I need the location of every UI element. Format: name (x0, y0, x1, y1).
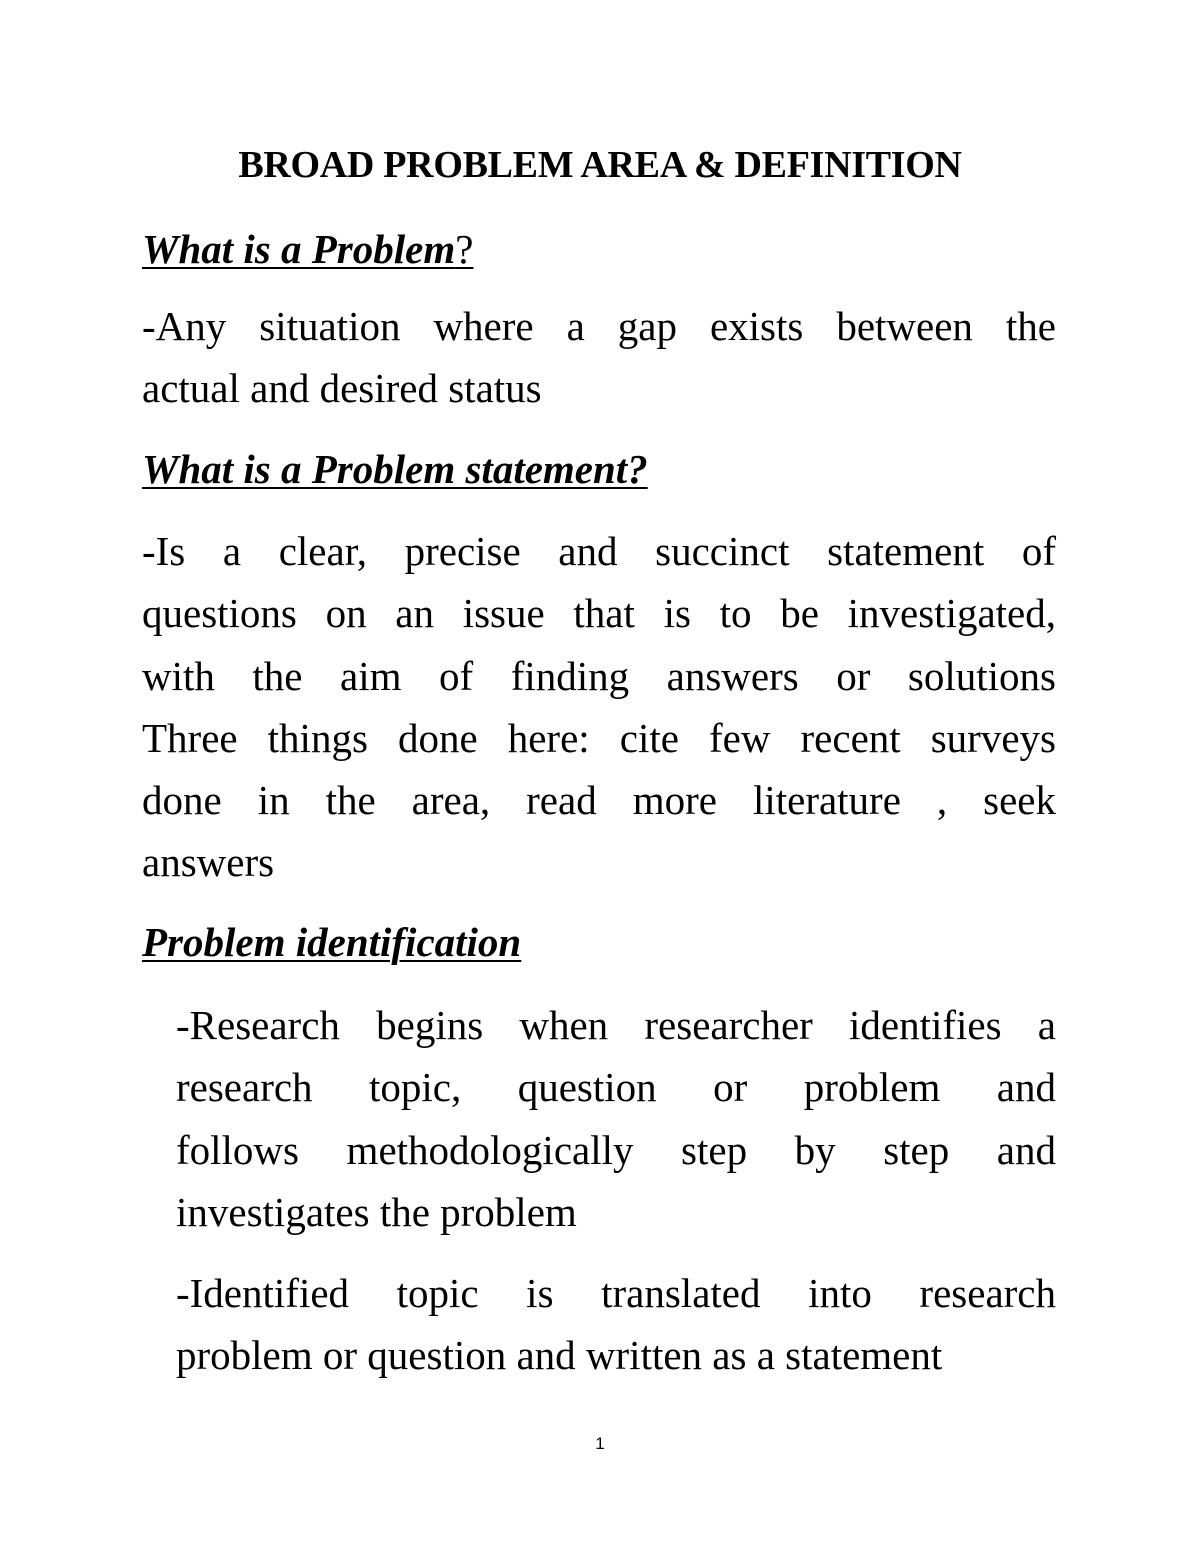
heading-text: What is a Problem statement? (142, 446, 648, 492)
document-title: BROAD PROBLEM AREA & DEFINITION (238, 144, 962, 186)
paragraph-line: -Is a clear, precise and succinct statement of (142, 528, 1056, 574)
paragraph-line: with the aim of finding answers or solutions (142, 652, 1056, 699)
paragraph-line: investigates the problem (176, 1188, 577, 1235)
heading-suffix: ? (455, 226, 474, 272)
paragraph-research-begins (176, 994, 1056, 1243)
paragraph-line: Three things done here: cite few recent surveys (142, 714, 1056, 761)
paragraph-line: questions on an issue that is to be investigated, (142, 590, 1056, 637)
paragraph-line: done in the area, read more literature , seek (142, 777, 1056, 824)
heading-text: Problem identification (142, 919, 522, 965)
paragraph-line: answers (142, 839, 275, 886)
heading-text: What is a Problem (142, 226, 456, 272)
paragraph-problem-definition (142, 295, 1056, 420)
paragraph-line: -Any situation where a gap exists between the (142, 303, 1056, 349)
paragraph-line: actual and desired status (142, 365, 542, 412)
paragraph-line: problem or question and written as a statement (176, 1332, 943, 1379)
section-heading-problem-statement (142, 444, 648, 494)
paragraph-line: follows methodologically step by step and (176, 1126, 1056, 1173)
paragraph-problem-statement (142, 520, 1056, 894)
paragraph-line: -Identified topic is translated into research (176, 1270, 1056, 1316)
section-heading-problem-identification (142, 917, 521, 967)
paragraph-line: -Research begins when researcher identifies a (176, 1002, 1056, 1048)
paragraph-line: research topic, question or problem and (176, 1064, 1056, 1111)
section-heading-what-is-a-problem (142, 224, 473, 274)
paragraph-identified-topic (176, 1262, 1056, 1387)
page-number: 1 (595, 1434, 605, 1453)
